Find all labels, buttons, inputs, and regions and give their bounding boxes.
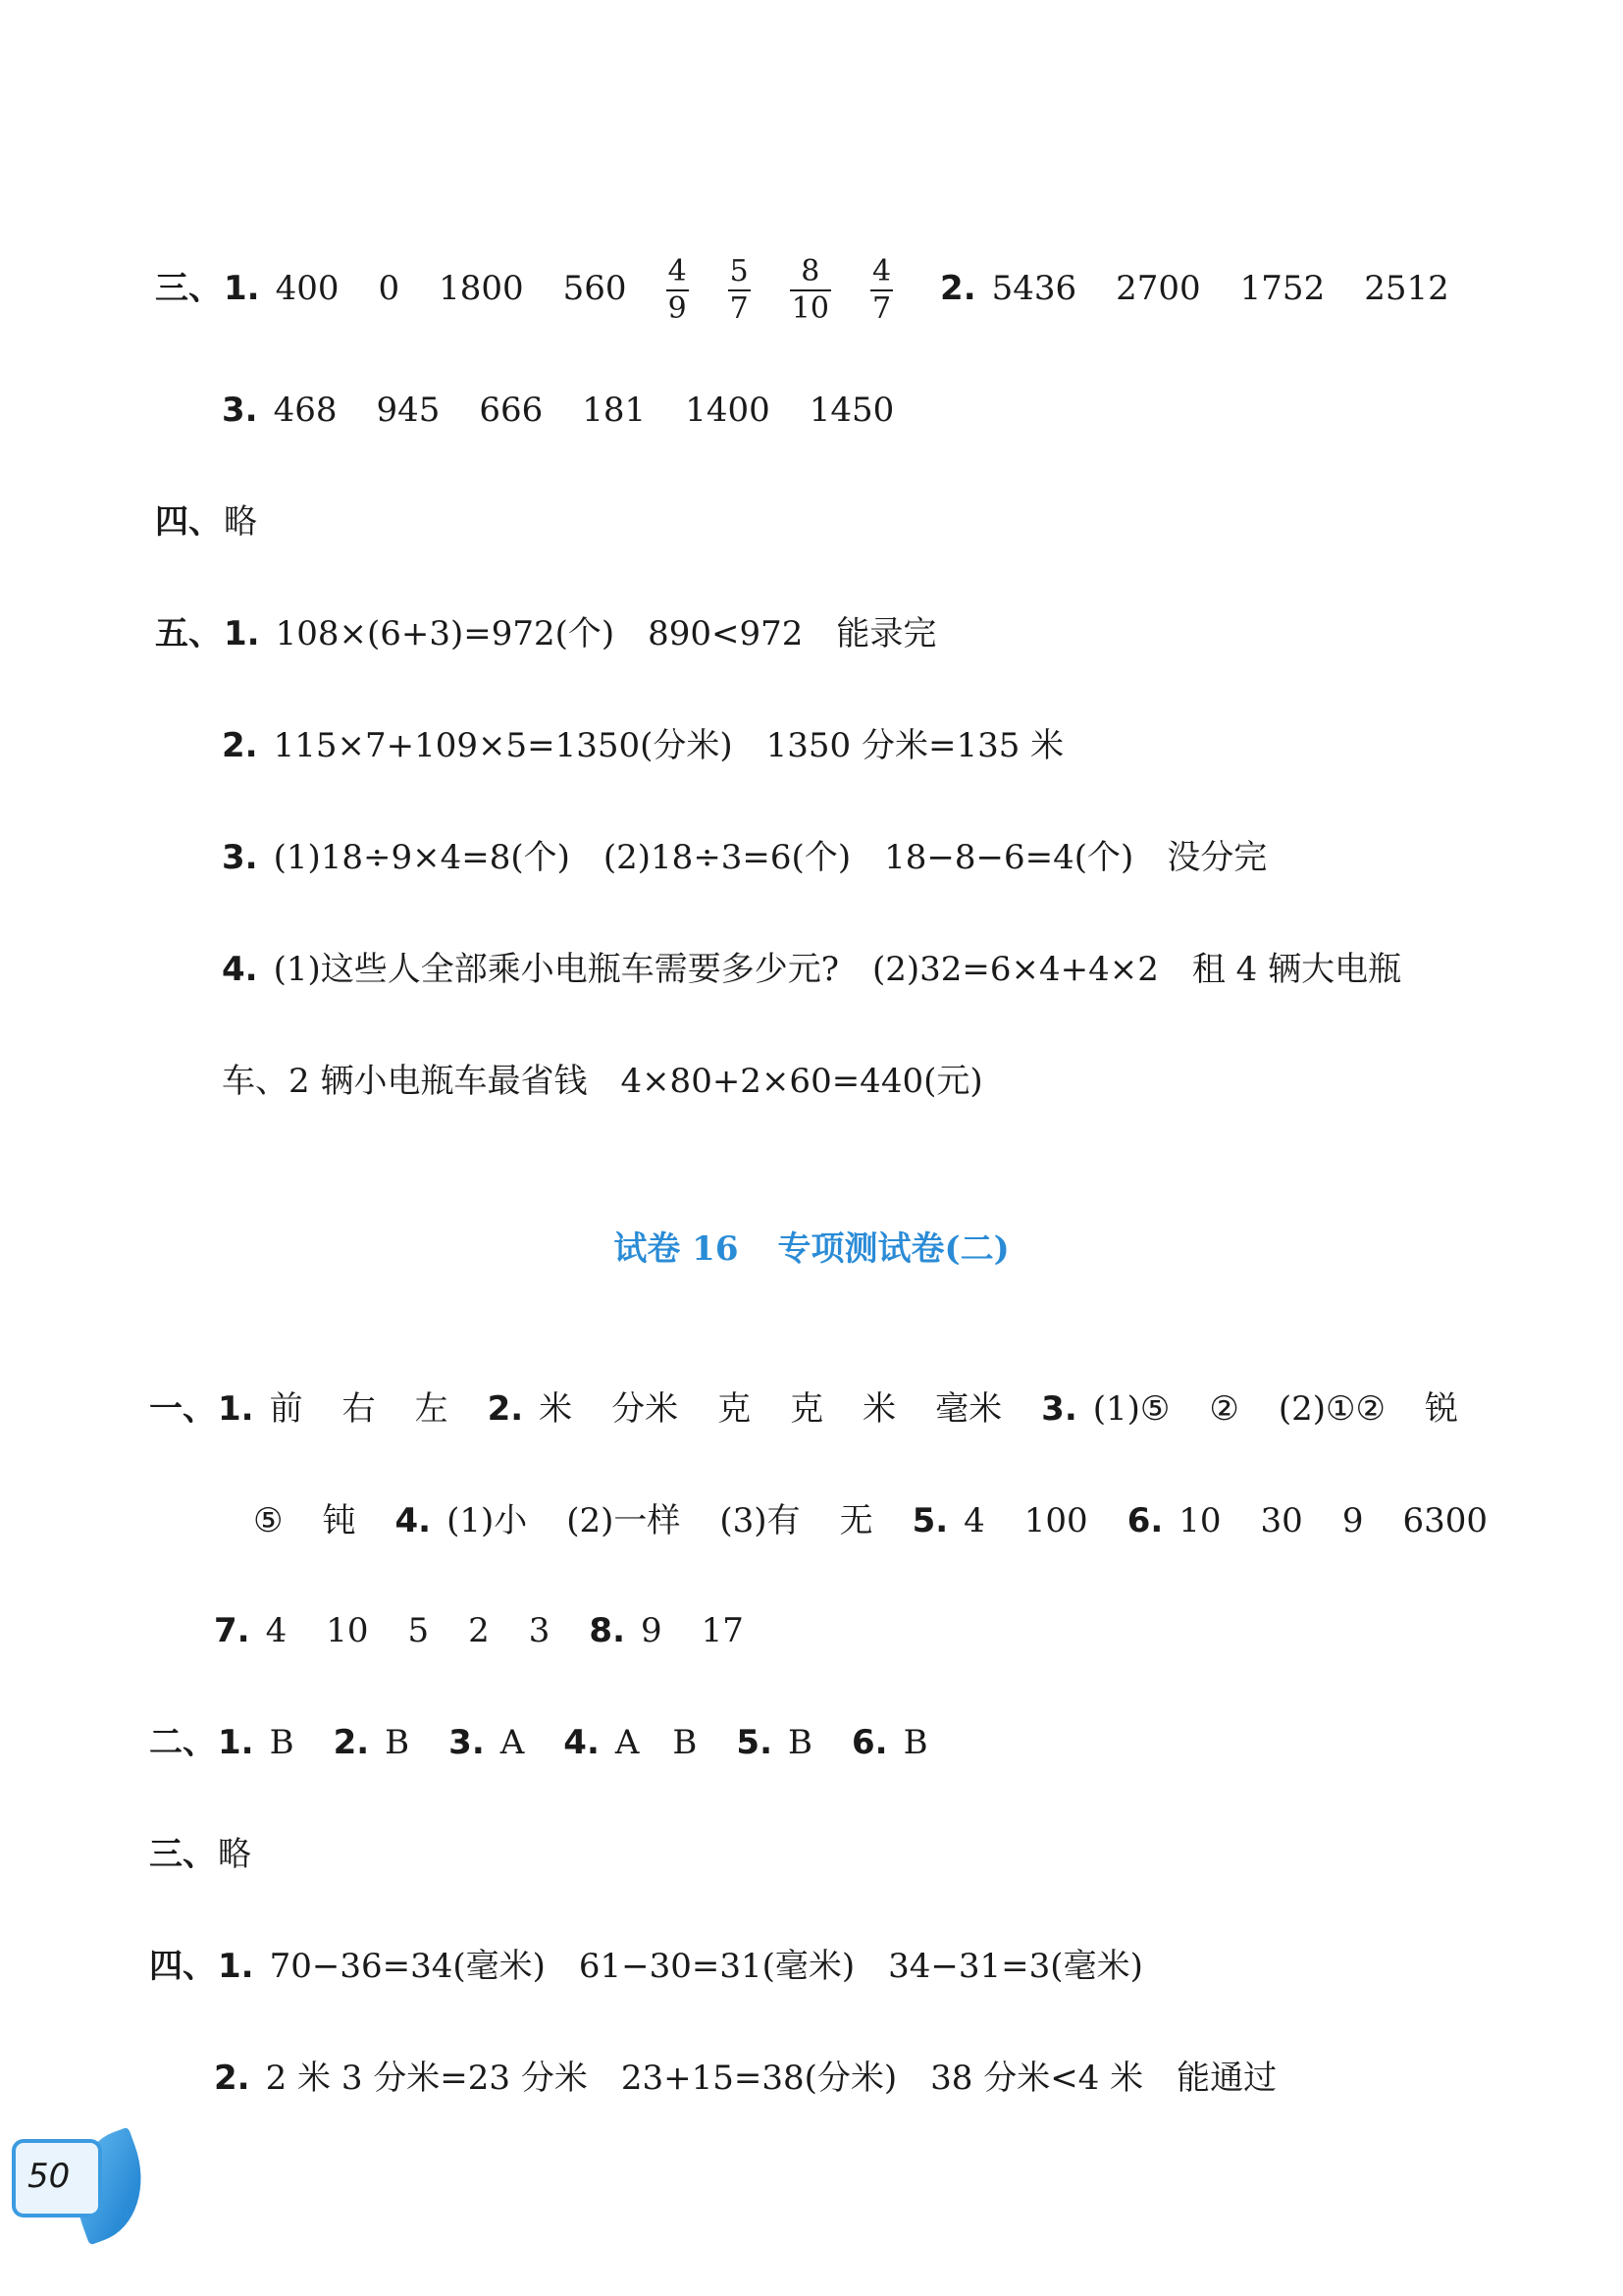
answer-value: 无 bbox=[839, 1501, 873, 1540]
answer-value: 1800 bbox=[439, 269, 524, 308]
answer-value: 3 bbox=[528, 1611, 550, 1650]
answer-value: (1)⑤ bbox=[1092, 1389, 1171, 1429]
answer-value: 468 bbox=[273, 391, 338, 430]
answer-value: B bbox=[788, 1723, 812, 1762]
answer-value: 666 bbox=[479, 391, 544, 430]
answer-value: 克 bbox=[717, 1389, 752, 1429]
answer-value: 0 bbox=[378, 269, 400, 308]
answer-value: 4 bbox=[265, 1611, 288, 1650]
fraction bbox=[728, 254, 751, 326]
page-number: 50 bbox=[27, 2157, 71, 2196]
question-number: 3. bbox=[448, 1723, 485, 1762]
answer-line-5-1 bbox=[155, 614, 936, 653]
answer-line-b4-2 bbox=[214, 2059, 1277, 2098]
answer-line-b1-3 bbox=[214, 1611, 744, 1650]
answer-line-b3 bbox=[149, 1835, 251, 1874]
answer-line-5-4-cont bbox=[222, 1062, 983, 1101]
answer-value: 9 bbox=[640, 1611, 662, 1650]
question-number: 1. bbox=[218, 1947, 254, 1986]
answer-line-b1-2 bbox=[253, 1501, 1488, 1540]
answer-value: 10 bbox=[326, 1611, 369, 1650]
answer-value: B bbox=[385, 1723, 410, 1762]
question-number: 3. bbox=[222, 391, 258, 430]
answer-value: 米 bbox=[539, 1389, 573, 1429]
answer-value: 左 bbox=[414, 1389, 448, 1429]
answer-text: (1)18÷9×4=8(个) (2)18÷3=6(个) 18−8−6=4(个) 没分完 bbox=[273, 838, 1268, 877]
question-number: 7. bbox=[214, 1611, 250, 1650]
answer-value: 10 bbox=[1178, 1501, 1222, 1540]
answer-line-3-1 bbox=[155, 254, 1449, 326]
question-number: 4. bbox=[563, 1723, 600, 1762]
fraction-denominator: 9 bbox=[667, 291, 687, 326]
answer-value: (1)小 bbox=[446, 1501, 528, 1540]
answer-value: 6300 bbox=[1402, 1501, 1488, 1540]
answer-value: 945 bbox=[376, 391, 441, 430]
question-number: 2. bbox=[222, 726, 258, 765]
question-number: 4. bbox=[222, 950, 258, 989]
fraction-numerator: 4 bbox=[870, 257, 893, 291]
answer-value: 克 bbox=[790, 1389, 824, 1429]
answer-value: 5 bbox=[407, 1611, 430, 1650]
test-number: 试卷 16 bbox=[613, 1229, 739, 1269]
fraction-numerator: 8 bbox=[790, 257, 831, 291]
answer-value: 4 bbox=[964, 1501, 985, 1540]
question-number: 6. bbox=[852, 1723, 888, 1762]
answer-line-3-3 bbox=[222, 391, 894, 430]
answer-value: 前 bbox=[269, 1389, 303, 1429]
answer-value: A bbox=[499, 1723, 525, 1762]
section-label: 一、 bbox=[149, 1389, 216, 1429]
fraction-denominator: 7 bbox=[871, 291, 892, 326]
answer-value: 100 bbox=[1023, 1501, 1088, 1540]
answer-value: 30 bbox=[1260, 1501, 1303, 1540]
answer-value: 2700 bbox=[1116, 269, 1201, 308]
answer-value: 5436 bbox=[991, 269, 1077, 308]
answer-value: 1752 bbox=[1239, 269, 1326, 308]
answer-value: 锐 bbox=[1425, 1389, 1458, 1429]
question-number: 1. bbox=[224, 269, 260, 308]
answer-value: 钝 bbox=[322, 1501, 356, 1540]
section-title bbox=[0, 1222, 1623, 1270]
question-number: 2. bbox=[487, 1389, 524, 1429]
question-number: 4. bbox=[394, 1501, 432, 1540]
section-label: 三、 bbox=[155, 269, 222, 308]
answer-line-5-4 bbox=[222, 950, 1401, 989]
answer-value: 400 bbox=[275, 269, 340, 308]
question-number: 2. bbox=[333, 1723, 370, 1762]
fraction bbox=[790, 254, 831, 326]
answer-value: A B bbox=[614, 1723, 698, 1762]
answer-value: (2)①② bbox=[1278, 1389, 1386, 1429]
answer-value: 毫米 bbox=[935, 1389, 1003, 1429]
answer-value: 181 bbox=[582, 391, 647, 430]
section-label: 四、 bbox=[149, 1947, 216, 1986]
answer-value: (2)一样 bbox=[566, 1501, 681, 1540]
section-label: 三、 bbox=[149, 1835, 216, 1874]
answer-line-5-3 bbox=[222, 838, 1267, 877]
answer-value: (3)有 bbox=[719, 1501, 801, 1540]
answer-value: 2512 bbox=[1364, 269, 1449, 308]
answer-text: 70−36=34(毫米) 61−30=31(毫米) 34−31=3(毫米) bbox=[269, 1947, 1143, 1986]
answer-value: ⑤ bbox=[253, 1501, 284, 1540]
answer-value: 2 bbox=[468, 1611, 490, 1650]
question-number: 5. bbox=[736, 1723, 772, 1762]
fraction-numerator: 4 bbox=[666, 257, 689, 291]
answer-value: B bbox=[903, 1723, 928, 1762]
question-number: 1. bbox=[224, 614, 260, 653]
fraction bbox=[870, 254, 893, 326]
test-name: 专项测试卷(二) bbox=[777, 1229, 1010, 1269]
answer-text: 车、2 辆小电瓶车最省钱 4×80+2×60=440(元) bbox=[222, 1062, 983, 1101]
answer-value: 17 bbox=[701, 1611, 744, 1650]
answer-line-4 bbox=[155, 502, 257, 542]
answer-value: 1400 bbox=[685, 391, 770, 430]
answer-value: 分米 bbox=[611, 1389, 679, 1429]
fraction-denominator: 7 bbox=[729, 291, 749, 326]
section-label: 四、 bbox=[155, 502, 222, 542]
answer-value: 右 bbox=[341, 1389, 376, 1429]
answer-text: 略 bbox=[224, 502, 257, 542]
question-number: 3. bbox=[222, 838, 258, 877]
answer-line-b4-1 bbox=[149, 1947, 1143, 1986]
answer-value: 1450 bbox=[809, 391, 895, 430]
answer-value: ② bbox=[1209, 1389, 1239, 1429]
answer-line-b1-1 bbox=[149, 1389, 1458, 1429]
answer-line-b2 bbox=[149, 1723, 928, 1762]
fraction-numerator: 5 bbox=[728, 257, 751, 291]
section-label: 五、 bbox=[155, 614, 222, 653]
fraction bbox=[666, 254, 689, 326]
fraction-denominator: 10 bbox=[791, 291, 829, 326]
section-label: 二、 bbox=[149, 1723, 216, 1762]
question-number: 3. bbox=[1041, 1389, 1077, 1429]
answer-value: B bbox=[269, 1723, 294, 1762]
answer-text: 2 米 3 分米=23 分米 23+15=38(分米) 38 分米<4 米 能通过 bbox=[265, 2059, 1278, 2098]
answer-line-5-2 bbox=[222, 726, 1064, 765]
question-number: 6. bbox=[1126, 1501, 1164, 1540]
answer-value: 米 bbox=[863, 1389, 897, 1429]
question-number: 2. bbox=[214, 2059, 250, 2098]
answer-value: 9 bbox=[1341, 1501, 1364, 1540]
answer-value: 560 bbox=[562, 269, 627, 308]
question-number: 5. bbox=[912, 1501, 949, 1540]
question-number: 2. bbox=[940, 269, 976, 308]
question-number: 1. bbox=[218, 1389, 254, 1429]
answer-text: 115×7+109×5=1350(分米) 1350 分米=135 米 bbox=[273, 726, 1065, 765]
page-number-badge bbox=[12, 2139, 102, 2218]
question-number: 8. bbox=[589, 1611, 625, 1650]
answer-text: 略 bbox=[218, 1835, 251, 1874]
answer-text: 108×(6+3)=972(个) 890<972 能录完 bbox=[275, 614, 937, 653]
question-number: 1. bbox=[218, 1723, 254, 1762]
answer-text: (1)这些人全部乘小电瓶车需要多少元? (2)32=6×4+4×2 租 4 辆大电瓶 bbox=[273, 950, 1402, 989]
